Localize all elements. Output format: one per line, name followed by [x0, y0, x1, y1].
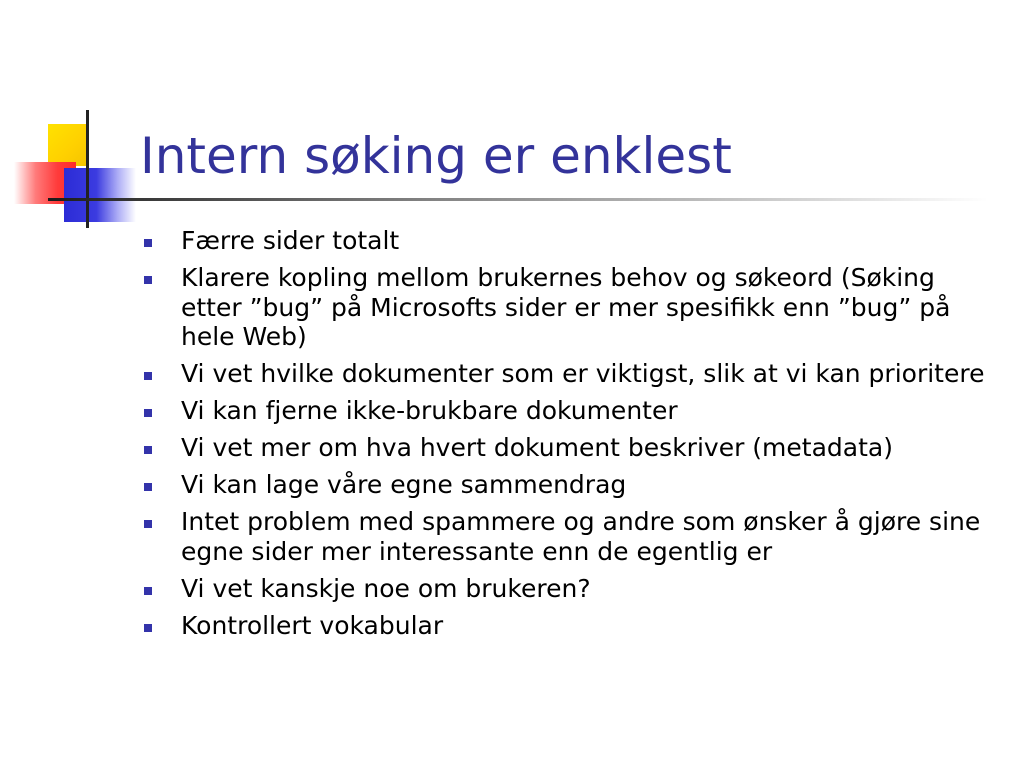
square-bullet-icon [144, 483, 152, 491]
square-bullet-icon [144, 520, 152, 528]
bullet-text: Kontrollert vokabular [181, 610, 444, 640]
yellow-square-decoration [48, 124, 86, 166]
bullet-text: Klarere kopling mellom brukernes behov og søkeord (Søking etter ”bug” på Microsofts sider er mer spesifikk enn ”bug” på hele Web) [181, 263, 951, 351]
title-underline [48, 198, 988, 201]
bullet-item [144, 396, 994, 426]
bullet-text: Intet problem med spammere og andre som ønsker å gjøre sine egne sider mer interessante enn de egentlig er [181, 507, 981, 566]
bullet-list [144, 226, 994, 648]
blue-square-decoration [64, 168, 136, 222]
bullet-item [144, 574, 994, 604]
bullet-item [144, 226, 994, 256]
bullet-text: Vi vet kanskje noe om brukeren? [181, 573, 591, 603]
bullet-text: Vi kan fjerne ikke-brukbare dokumenter [181, 396, 678, 425]
square-bullet-icon [144, 409, 152, 417]
square-bullet-icon [144, 239, 152, 247]
square-bullet-icon [144, 372, 152, 380]
bullet-text: Færre sider totalt [181, 226, 400, 255]
bullet-item [144, 263, 994, 352]
bullet-text: Vi vet mer om hva hvert dokument beskriver (metadata) [181, 433, 893, 462]
square-bullet-icon [144, 276, 152, 284]
square-bullet-icon [144, 587, 152, 595]
bullet-text: Vi kan lage våre egne sammendrag [181, 470, 627, 499]
bullet-item [144, 433, 994, 463]
vertical-line-decoration [86, 110, 89, 228]
square-bullet-icon [144, 446, 152, 454]
bullet-item [144, 611, 994, 641]
bullet-text: Vi vet hvilke dokumenter som er viktigst, slik at vi kan prioritere [181, 359, 985, 388]
slide-title: Intern søking er enklest [140, 127, 732, 185]
bullet-item [144, 470, 994, 500]
bullet-item [144, 507, 994, 566]
square-bullet-icon [144, 624, 152, 632]
bullet-item [144, 359, 994, 389]
